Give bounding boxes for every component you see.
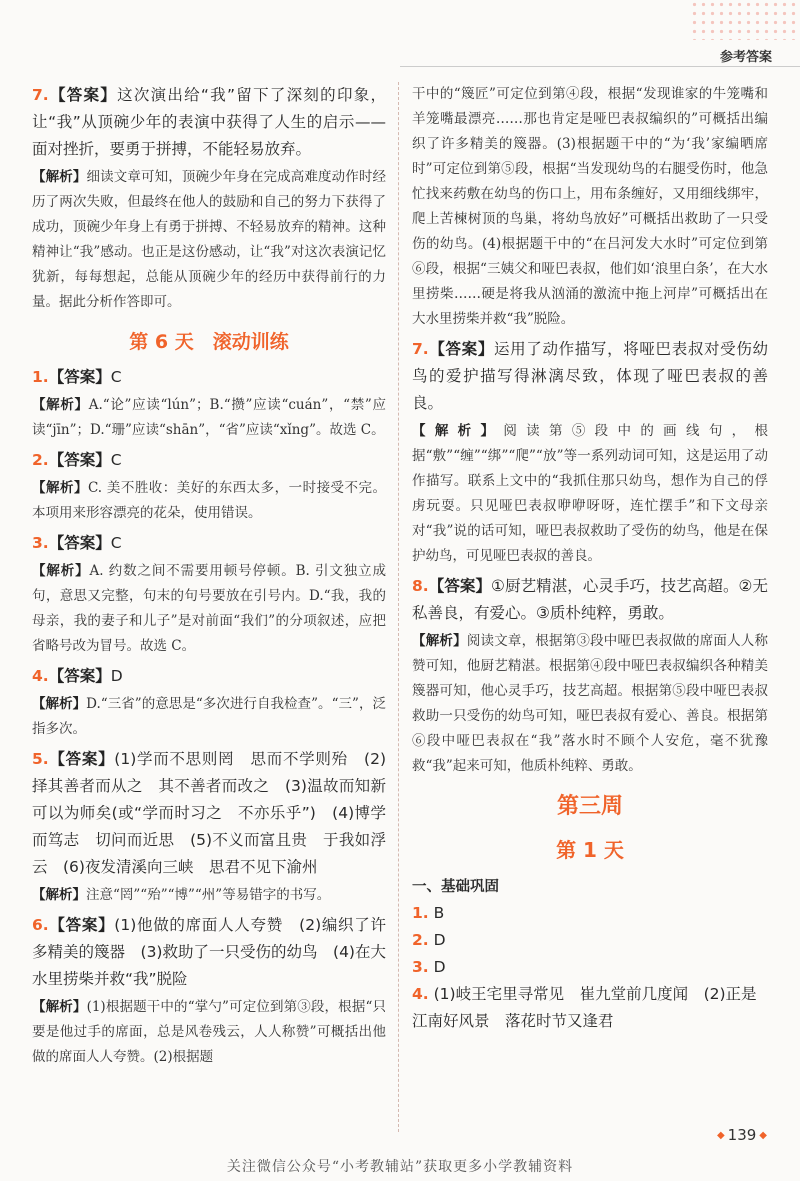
- answer-text: 运用了动作描写，将哑巴表叔对受伤幼鸟的爱护描写得淋漓尽致，体现了哑巴表叔的善良。: [412, 340, 768, 412]
- explanation-text: C. 美不胜收：美好的东西太多，一时接受不完。本项用来形容漂亮的花朵，使用错误。: [32, 480, 387, 521]
- question-3: 3.【答案】C 【解析】A. 约数之间不需要用顿号停顿。B. 引文独立成句，意思又完整，句末的句号要放在引号内。D.“我，我的母亲，我的妻子和儿子”是对前面“我们”的分项叙述，应把省略号改为冒号。故选 C。: [32, 534, 387, 654]
- answer-text: ①厨艺精湛，心灵手巧，技艺高超。②无私善良，有爱心。③质朴纯粹，勇敢。: [412, 577, 768, 622]
- list-item: 3. D: [412, 958, 446, 976]
- answer-text: C: [110, 368, 122, 386]
- list-item: 2. D: [412, 931, 446, 949]
- explanation-text: 细读文章可知，顶碗少年身在完成高难度动作时经历了两次失败，但最终在他人的鼓励和自己的努力下获得了成功，顶碗少年身上有勇于拼搏、不轻易放弃的精神。这种精神让“我”感动。也正是这份感动，让“我”对这次表演记忆犹新，每每想起，总能从顶碗少年的经历中获得前行的力量。据此分析作答即可。: [32, 169, 387, 310]
- footer-note: 关注微信公众号“小考教辅站”获取更多小学教辅资料: [226, 1159, 574, 1175]
- question-4: 4.【答案】D 【解析】D.“三省”的意思是“多次进行自我检查”。“三”，泛指多次。: [32, 667, 387, 737]
- answer-text: C: [110, 534, 122, 552]
- answer-text: (1)学而不思则罔 思而不学则殆 (2)择其善者而从之 其不善者而改之 (3)温故而知新 可以为师矣(或“学而时习之 不亦乐乎”) (4)博学而笃志 切问而近思 (5)不义而富且贵 于我如浮云 (6)夜发清溪向三峡 思君不见下渝州: [32, 750, 402, 876]
- question-6-explanation-continued: 干中的“篾匠”可定位到第④段，根据“发现谁家的牛笼嘴和羊笼嘴最漂亮……那也肯定是哑巴表叔编织的”可概括出编织了许多精美的篾器。(3)根据题干中的“为‘我’家编晒席时”可定位到第⑤段，根据“当发现幼鸟的右腿受伤时，他急忙找来药敷在幼鸟的伤口上，用布条缠好，又用细线绑牢，爬上苦楝树顶的鸟巢，将幼鸟放好”可概括出救助了一只受伤的幼鸟。(4)根据题干中的“在吕河发大水时”可定位到第⑥段，根据“三姨父和哑巴表叔，他们如‘浪里白条’，在大水里捞柴……硬是将我从汹涌的激流中拖上河岸”可概括出在大水里捞柴并救“我”脱险。: [412, 86, 768, 327]
- question-5: 5.【答案】(1)学而不思则罔 思而不学则殆 (2)择其善者而从之 其不善者而改之 (3)温故而知新 可以为师矣(或“学而时习之 不亦乐乎”) (4)博学而笃志 切问而近思 (5)不义而富且贵 于我如浮云 (6)夜发清溪向三峡 思君不见下渝州 【解析】注意“罔”“殆”“博”“州”等易错字的书写。: [32, 750, 402, 903]
- running-head: 参考答案: [719, 50, 772, 65]
- question-7: 7.【答案】运用了动作描写，将哑巴表叔对受伤幼鸟的爱护描写得淋漓尽致，体现了哑巴表叔的善良。 【解析】阅读第⑤段中的画线句，根据“敷”“缠”“绑”“爬”“放”等一系列动词可知，这是运用了动作描写。联系上文中的“我抓住那只幼鸟，想作为自己的俘虏玩耍。只见哑巴表叔咿咿呀呀，连忙摆手”和下文母亲对“我”说的话可知，哑巴表叔救助了受伤的幼鸟，他是在保护幼鸟，可见哑巴表叔的善良。: [412, 340, 769, 564]
- right-column: [412, 82, 768, 1035]
- answer-text: 这次演出给“我”留下了深刻的印象，让“我”从顶碗少年的表演中获得了人生的启示——面对挫折，要勇于拼搏，不能轻易放弃。: [32, 86, 386, 158]
- answer-text: D: [110, 667, 123, 685]
- decorative-dots: [690, 0, 800, 40]
- explanation-text: 注意“罔”“殆”“博”“州”等易错字的书写。: [86, 887, 331, 903]
- answer-text: C: [110, 451, 122, 469]
- list-item: 1. B: [412, 904, 445, 922]
- left-column: [32, 82, 402, 1074]
- explanation-text: D.“三省”的意思是“多次进行自我检查”。“三”，泛指多次。: [32, 696, 387, 737]
- question-2: 2.【答案】C 【解析】C. 美不胜收：美好的东西太多，一时接受不完。本项用来形容漂亮的花朵，使用错误。: [32, 451, 387, 521]
- explanation-text: 阅读文章，根据第③段中哑巴表叔做的席面人人称赞可知，他厨艺精湛。根据第④段中哑巴表叔编织各种精美篾器可知，他心灵手巧，技艺高超。根据第⑤段中哑巴表叔救助一只受伤的幼鸟可知，哑巴表叔有爱心、善良。根据第⑥段中哑巴表叔在“我”落水时不顾个人安危，毫不犹豫救“我”起来可知，他质朴纯粹、勇敢。: [412, 633, 769, 774]
- week3-title: 第三周: [556, 794, 623, 819]
- page-number: ◆ 139 ◆: [716, 1126, 767, 1144]
- day6-title: 第 6 天 滚动训练: [129, 331, 289, 353]
- question-6: 6.【答案】(1)他做的席面人人夸赞 (2)编织了许多精美的篾器 (3)救助了一只受伤的幼鸟 (4)在大水里捞柴并救“我”脱险 【解析】(1)根据题干中的“掌勺”可定位到第③段，根据“只要是他过手的席面，总是风卷残云，人人称赞”可概括出他做的席面人人夸赞。(2)根据题: [32, 916, 387, 1065]
- question-1: 1.【答案】C 【解析】A.“论”应读“lún”；B.“攒”应读“cuán”，“禁”应读“jīn”；D.“珊”应读“shān”，“省”应读“xǐng”。故选 C。: [32, 368, 386, 438]
- list-item: 4. (1)岐王宅里寻常见 崔九堂前几度闻 (2)正是江南好风景 落花时节又逢君: [412, 985, 757, 1030]
- answer-text: (1)他做的席面人人夸赞 (2)编织了许多精美的篾器 (3)救助了一只受伤的幼鸟 (4)在大水里捞柴并救“我”脱险: [32, 916, 386, 988]
- header-rule: [400, 66, 800, 67]
- explanation-text: A.“论”应读“lún”；B.“攒”应读“cuán”，“禁”应读“jīn”；D.“珊”应读“shān”，“省”应读“xǐng”。故选 C。: [32, 397, 386, 438]
- explanation-text: 阅读第⑤段中的画线句，根据“敷”“缠”“绑”“爬”“放”等一系列动词可知，这是运用了动作描写。联系上文中的“我抓住那只幼鸟，想作为自己的俘虏玩耍。只见哑巴表叔咿咿呀呀，连忙摆手”和下文母亲对“我”说的话可知，哑巴表叔救助了受伤的幼鸟，他是在保护幼鸟，可见哑巴表叔的善良。: [412, 423, 769, 564]
- column-divider: [398, 82, 399, 1132]
- explanation-text: (1)根据题干中的“掌勺”可定位到第③段，根据“只要是他过手的席面，总是风卷残云，人人称赞”可概括出他做的席面人人夸赞。(2)根据题: [32, 999, 387, 1065]
- diamond-icon: ◆: [716, 1130, 725, 1141]
- question-7-left: 7.【答案】这次演出给“我”留下了深刻的印象，让“我”从顶碗少年的表演中获得了人生的启示——面对挫折，要勇于拼搏，不能轻易放弃。 【解析】细读文章可知，顶碗少年身在完成高难度动作时经历了两次失败，但最终在他人的鼓励和自己的努力下获得了成功，顶碗少年身上有勇于拼搏、不轻易放弃的精神。这种精神让“我”感动。也正是这份感动，让“我”对这次表演记忆犹新，每每想起，总能从顶碗少年的经历中获得前行的力量。据此分析作答即可。: [32, 86, 387, 310]
- day1-title: 第 1 天: [556, 838, 624, 862]
- section-basic: 一、基础巩固: [412, 879, 499, 895]
- explanation-text: A. 约数之间不需要用顿号停顿。B. 引文独立成句，意思又完整，句末的句号要放在引号内。D.“我，我的母亲，我的妻子和儿子”是对前面“我们”的分项叙述，应把省略号改为冒号。故选 C。: [32, 563, 387, 654]
- question-8: 8.【答案】①厨艺精湛，心灵手巧，技艺高超。②无私善良，有爱心。③质朴纯粹，勇敢。 【解析】阅读文章，根据第③段中哑巴表叔做的席面人人称赞可知，他厨艺精湛。根据第④段中哑巴表叔编织各种精美篾器可知，他心灵手巧，技艺高超。根据第⑤段中哑巴表叔救助一只受伤的幼鸟可知，哑巴表叔有爱心、善良。根据第⑥段中哑巴表叔在“我”落水时不顾个人安危，毫不犹豫救“我”起来可知，他质朴纯粹、勇敢。: [412, 577, 769, 774]
- diamond-icon: ◆: [759, 1130, 767, 1141]
